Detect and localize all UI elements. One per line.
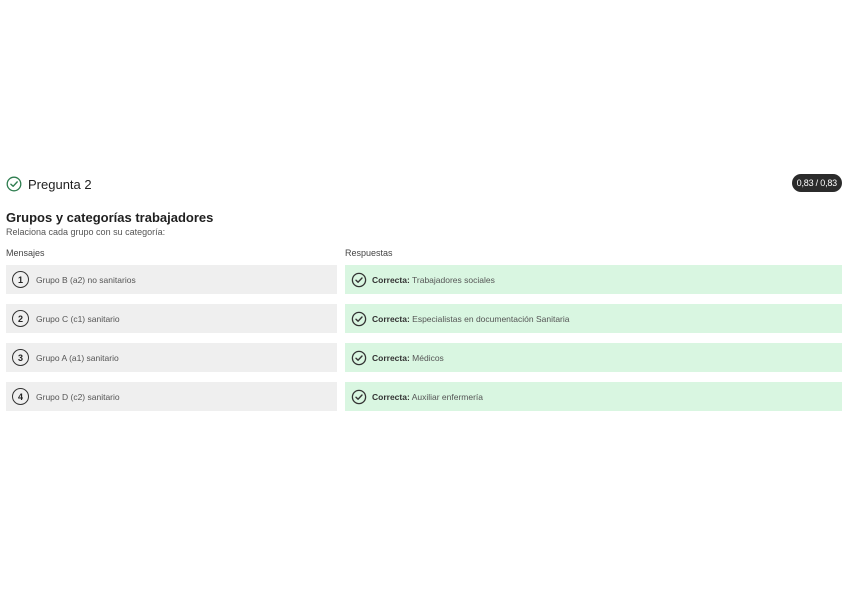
question-header	[6, 173, 842, 195]
answer-status: Correcta:	[372, 274, 410, 285]
check-circle-icon	[351, 389, 367, 405]
answer-cell	[345, 343, 842, 372]
check-circle-icon	[351, 350, 367, 366]
answer-value: Auxiliar enfermería	[409, 391, 484, 402]
answer-status: Correcta:	[372, 313, 410, 324]
answer-text	[372, 353, 444, 363]
answer-text	[372, 314, 570, 324]
item-number: 2	[12, 310, 29, 327]
message-label: Grupo A (a1) sanitario	[36, 352, 119, 363]
answer-text	[372, 392, 483, 402]
message-label: Grupo B (a2) no sanitarios	[36, 274, 136, 285]
message-cell	[6, 304, 337, 333]
answer-cell	[345, 382, 842, 411]
answer-status: Correcta:	[372, 391, 410, 402]
question-heading: Grupos y categorías trabajadores	[6, 210, 214, 225]
matching-row	[6, 304, 842, 333]
answer-value: Especialistas en documentación Sanitaria	[409, 313, 570, 324]
message-cell	[6, 382, 337, 411]
matching-row	[6, 265, 842, 294]
answer-text	[372, 275, 495, 285]
score-badge: 0,83 / 0,83	[792, 174, 842, 192]
message-cell	[6, 265, 337, 294]
check-circle-icon	[351, 272, 367, 288]
matching-row	[6, 343, 842, 372]
check-circle-icon	[351, 311, 367, 327]
message-label: Grupo D (c2) sanitario	[36, 391, 120, 402]
column-header-mensajes: Mensajes	[6, 248, 45, 258]
item-number: 3	[12, 349, 29, 366]
matching-rows	[6, 265, 842, 411]
matching-row	[6, 382, 842, 411]
column-header-respuestas: Respuestas	[345, 248, 393, 258]
message-cell	[6, 343, 337, 372]
answer-value: Médicos	[409, 352, 444, 363]
answer-status: Correcta:	[372, 352, 410, 363]
question-card	[6, 173, 842, 421]
column-headers	[6, 248, 842, 260]
answer-cell	[345, 265, 842, 294]
answer-value: Trabajadores sociales	[409, 274, 495, 285]
answer-cell	[345, 304, 842, 333]
message-label: Grupo C (c1) sanitario	[36, 313, 120, 324]
item-number: 4	[12, 388, 29, 405]
check-circle-icon	[6, 176, 22, 192]
question-instructions: Relaciona cada grupo con su categoría:	[6, 227, 166, 237]
item-number: 1	[12, 271, 29, 288]
question-title: Pregunta 2	[28, 176, 92, 192]
